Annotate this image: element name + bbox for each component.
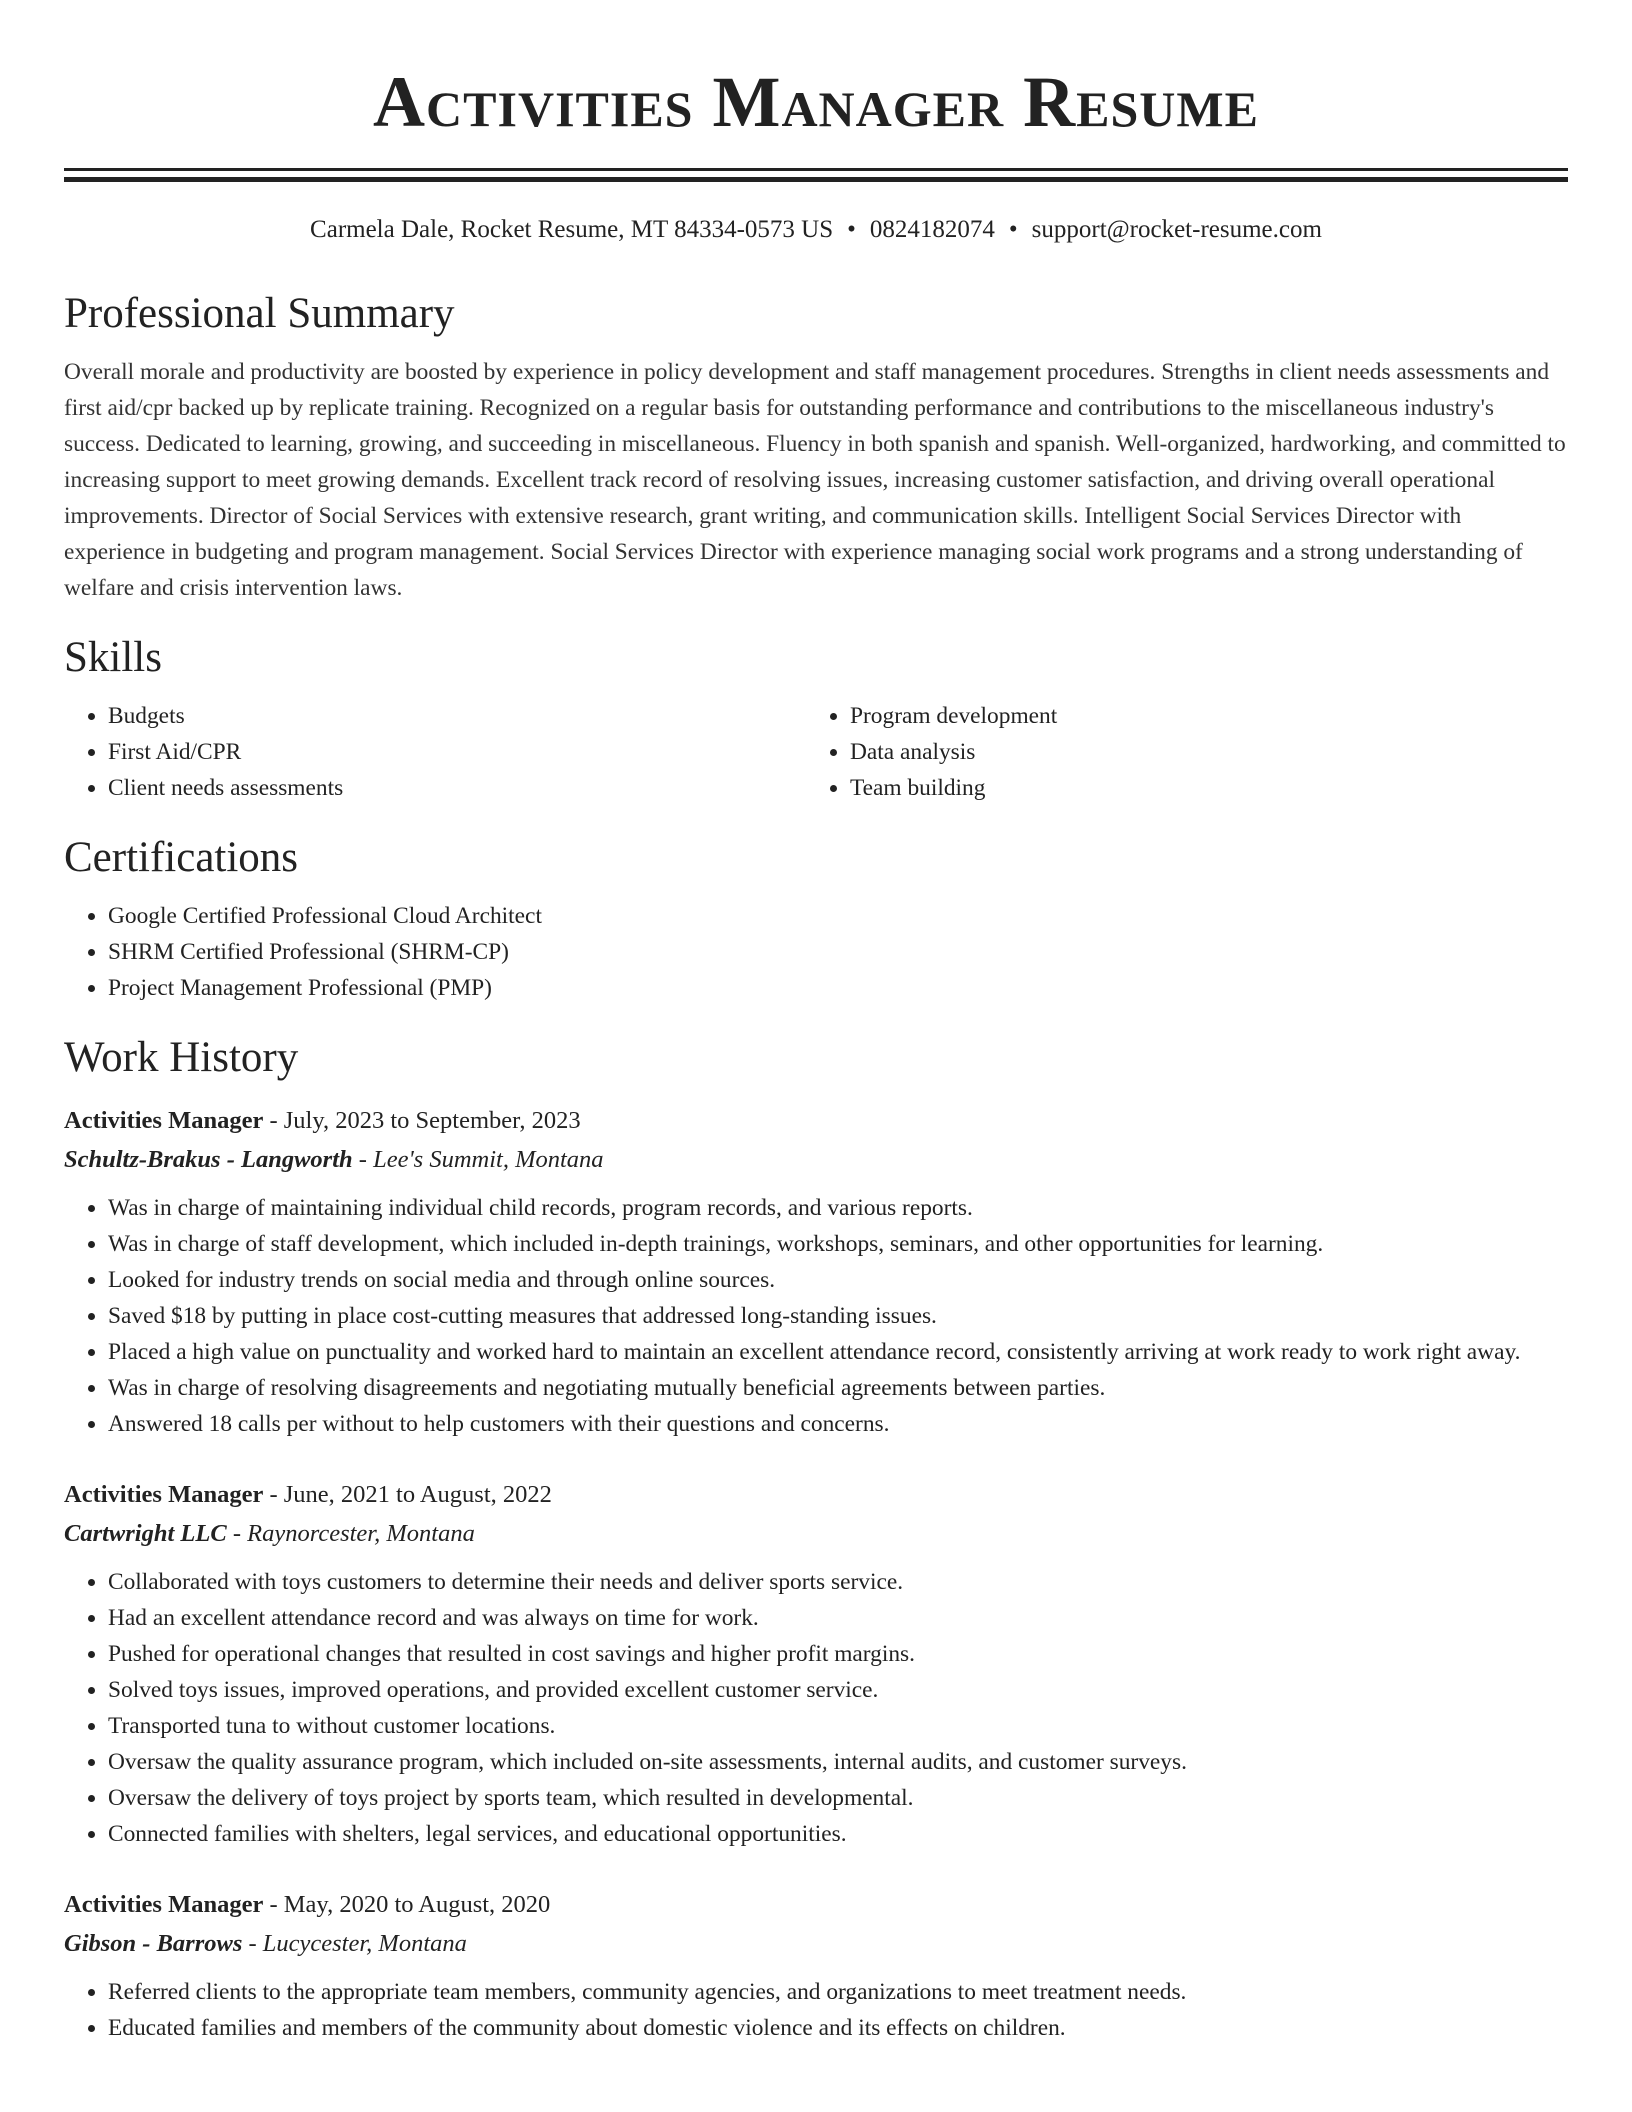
certification-item: • Google Certified Professional Cloud Architect bbox=[108, 898, 1568, 934]
job-bullets bbox=[64, 1974, 1568, 2046]
job-bullet: • Solved toys issues, improved operations, and provided excellent customer service. bbox=[108, 1672, 1568, 1708]
job-bullet: • Transported tuna to without customer locations. bbox=[108, 1708, 1568, 1744]
job-bullets bbox=[64, 1564, 1568, 1852]
skills-columns bbox=[64, 698, 1568, 806]
resume-title: Activities Manager Resume bbox=[373, 62, 1259, 142]
contact-line bbox=[64, 214, 1568, 246]
job-bullet: • Oversaw the quality assurance program, which included on-site assessments, internal audits, and customer surveys. bbox=[108, 1744, 1568, 1780]
skill-item: • First Aid/CPR bbox=[108, 734, 806, 770]
job-location: - Lucycester, Montana bbox=[242, 1930, 467, 1957]
skill-item: • Team building bbox=[850, 770, 1548, 806]
skill-item: • Data analysis bbox=[850, 734, 1548, 770]
job-bullet: • Referred clients to the appropriate team members, community agencies, and organizations to meet treatment needs. bbox=[108, 1974, 1568, 2010]
job-header bbox=[64, 1476, 1568, 1514]
job-bullet: • Oversaw the delivery of toys project by sports team, which resulted in developmental. bbox=[108, 1780, 1568, 1816]
skills-heading: Skills bbox=[64, 634, 162, 681]
summary-heading: Professional Summary bbox=[64, 290, 455, 337]
job-bullet: • Pushed for operational changes that resulted in cost savings and higher profit margins. bbox=[108, 1636, 1568, 1672]
certifications-heading: Certifications bbox=[64, 834, 299, 881]
job-entry bbox=[64, 1102, 1568, 1442]
job-title: Activities Manager bbox=[64, 1481, 264, 1508]
job-bullet: • Collaborated with toys customers to determine their needs and deliver sports service. bbox=[108, 1564, 1568, 1600]
job-employer bbox=[64, 1924, 1568, 1964]
job-company: Gibson - Barrows bbox=[64, 1930, 243, 1957]
job-bullets bbox=[64, 1190, 1568, 1442]
skill-item: • Client needs assessments bbox=[108, 770, 806, 806]
contact-separator: • bbox=[847, 216, 856, 243]
job-dates: - July, 2023 to September, 2023 bbox=[263, 1107, 581, 1134]
job-entry bbox=[64, 1476, 1568, 1852]
job-title: Activities Manager bbox=[64, 1107, 264, 1134]
job-title: Activities Manager bbox=[64, 1891, 264, 1918]
resume-page bbox=[64, 0, 1568, 2046]
job-bullet: • Saved $18 by putting in place cost-cutting measures that addressed long-standing issues. bbox=[108, 1298, 1568, 1334]
job-bullet: • Educated families and members of the community about domestic violence and its effects on children. bbox=[108, 2010, 1568, 2046]
job-bullet: • Answered 18 calls per without to help customers with their questions and concerns. bbox=[108, 1406, 1568, 1442]
skill-item: • Program development bbox=[850, 698, 1548, 734]
job-bullet: • Placed a high value on punctuality and worked hard to maintain an excellent attendance record, consistently arriving at work ready to work right away. bbox=[108, 1334, 1568, 1370]
job-company: Cartwright LLC bbox=[64, 1520, 227, 1547]
job-bullet: • Looked for industry trends on social media and through online sources. bbox=[108, 1262, 1568, 1298]
title-rule-bottom bbox=[64, 177, 1568, 182]
job-employer bbox=[64, 1140, 1568, 1180]
job-bullet: • Was in charge of staff development, which included in-depth trainings, workshops, seminars, and other opportunities for learning. bbox=[108, 1226, 1568, 1262]
contact-separator: • bbox=[1008, 216, 1018, 243]
contact-email: support@rocket-resume.com bbox=[1031, 216, 1322, 243]
job-dates: - June, 2021 to August, 2022 bbox=[263, 1481, 552, 1508]
certifications-list bbox=[64, 898, 1568, 1006]
job-bullet: • Was in charge of maintaining individual child records, program records, and various reports. bbox=[108, 1190, 1568, 1226]
skill-item: • Budgets bbox=[108, 698, 806, 734]
contact-address: Carmela Dale, Rocket Resume, MT 84334-0573 US bbox=[310, 216, 834, 243]
job-entry bbox=[64, 1886, 1568, 2046]
job-location: - Raynorcester, Montana bbox=[226, 1520, 475, 1547]
skills-list-left bbox=[64, 698, 806, 806]
job-bullet: • Was in charge of resolving disagreements and negotiating mutually beneficial agreements between parties. bbox=[108, 1370, 1568, 1406]
job-employer bbox=[64, 1514, 1568, 1554]
contact-phone: 0824182074 bbox=[869, 216, 995, 243]
job-header bbox=[64, 1886, 1568, 1924]
certification-item: • Project Management Professional (PMP) bbox=[108, 970, 1568, 1006]
job-company: Schultz-Brakus - Langworth bbox=[64, 1146, 353, 1173]
title-rule-top bbox=[64, 168, 1568, 171]
work-history-heading: Work History bbox=[64, 1034, 299, 1081]
job-location: - Lee's Summit, Montana bbox=[352, 1146, 604, 1173]
job-bullet: • Connected families with shelters, legal services, and educational opportunities. bbox=[108, 1816, 1568, 1852]
skills-list-right bbox=[806, 698, 1548, 806]
certification-item: • SHRM Certified Professional (SHRM-CP) bbox=[108, 934, 1568, 970]
job-header bbox=[64, 1102, 1568, 1140]
job-dates: - May, 2020 to August, 2020 bbox=[263, 1891, 551, 1918]
summary-text: Overall morale and productivity are boosted by experience in policy development and staff management procedures. Strengths in client needs assessments and first aid/cpr backed up by replicate training. Recognized on a regular basis for outstanding performance and contributions to the miscellaneous industry's success. Dedicated to learning, growing, and succeeding in miscellaneous. Fluency in both spanish and spanish. Well-organized, hardworking, and committed to increasing support to meet growing demands. Excellent track record of resolving issues, increasing customer satisfaction, and driving overall operational improvements. Director of Social Services with extensive research, grant writing, and communication skills. Intelligent Social Services Director with experience in budgeting and program management. Social Services Director with experience managing social work programs and a strong understanding of welfare and crisis intervention laws. bbox=[64, 359, 1566, 601]
job-bullet: • Had an excellent attendance record and was always on time for work. bbox=[108, 1600, 1568, 1636]
